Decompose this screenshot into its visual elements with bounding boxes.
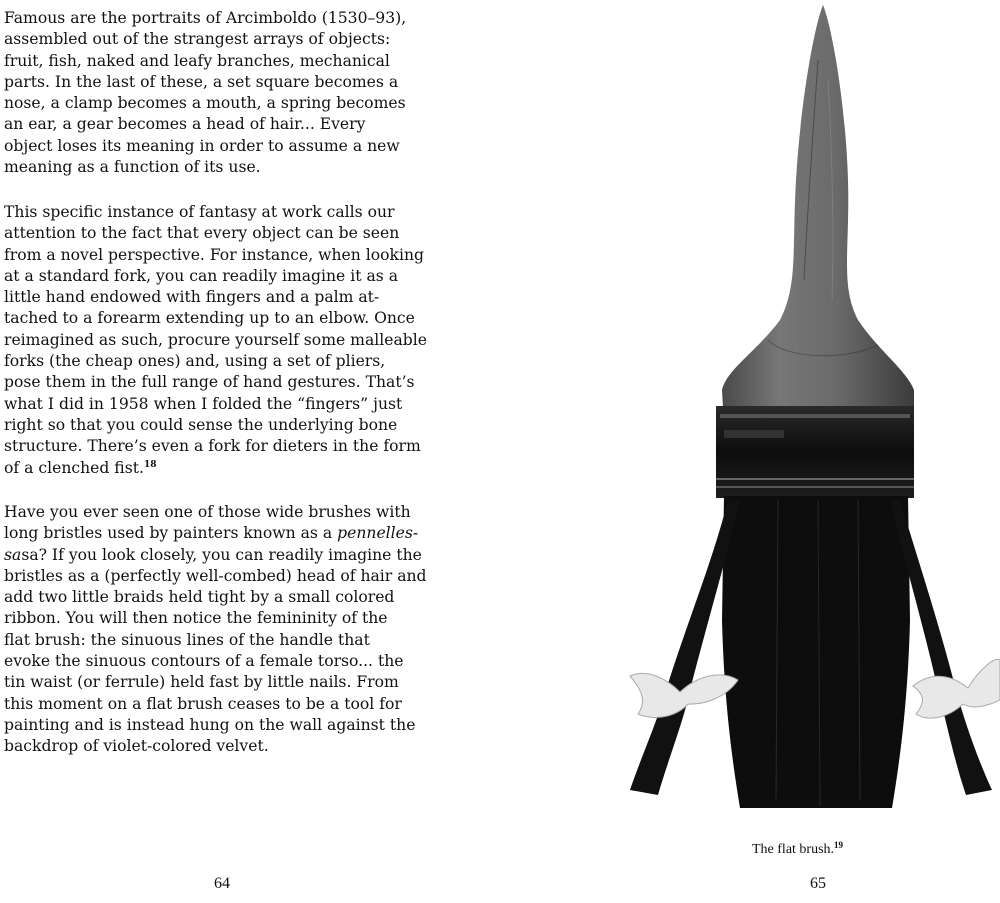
caption-text: The flat brush. — [752, 842, 835, 857]
text-line: attention to the fact that every object can be seen — [4, 224, 400, 243]
text-line: nose, a clamp becomes a mouth, a spring becomes — [4, 94, 406, 113]
text-line: pose them in the full range of hand gestures. That’s — [4, 373, 415, 392]
text-line: at a standard fork, you can readily imagine it as a — [4, 266, 398, 285]
text-line: backdrop of violet-colored velvet. — [4, 737, 269, 756]
text-line: an ear, a gear becomes a head of hair... Every — [4, 115, 366, 134]
footnote-ref[interactable]: 19 — [834, 840, 844, 850]
page-number-right: 65 — [810, 875, 826, 892]
text-line: Famous are the portraits of Arcimboldo (1530–93), — [4, 9, 407, 27]
right-page — [500, 0, 1000, 903]
text-line: from a novel perspective. For instance, when looking — [4, 245, 424, 264]
text-fragment: sa? If you look closely, you can readily imagine the — [21, 545, 422, 564]
text-line: bristles as a (perfectly well-combed) head of hair and — [4, 566, 427, 585]
text-line: evoke the sinuous contours of a female torso... the — [4, 652, 404, 671]
text-line: ribbon. You will then notice the femininity of the — [4, 609, 388, 628]
text-line: flat brush: the sinuous lines of the handle that — [4, 630, 370, 649]
text-line: little hand endowed with fingers and a palm at- — [4, 288, 380, 307]
paragraph-fork — [4, 202, 474, 479]
brush-bristles — [722, 496, 910, 808]
text-fragment: long bristles used by painters known as a — [4, 524, 338, 543]
paragraph-arcimboldo — [4, 8, 474, 178]
text-line: meaning as a function of its use. — [4, 158, 261, 177]
footnote-ref[interactable]: 18 — [143, 459, 157, 470]
text-line: tached to a forearm extending up to an elbow. Once — [4, 309, 415, 328]
brush-ferrule — [716, 406, 914, 498]
text-line-italic-cont — [4, 545, 474, 566]
text-line: this moment on a flat brush ceases to be a tool for — [4, 694, 402, 713]
text-line: object loses its meaning in order to assume a new — [4, 136, 400, 155]
italic-term: pennelles- — [337, 524, 419, 543]
text-line-italic — [4, 523, 474, 544]
text-line: forks (the cheap ones) and, using a set of pliers, — [4, 352, 386, 371]
page-number-left: 64 — [214, 875, 230, 892]
text-line: This specific instance of fantasy at work calls our — [4, 203, 395, 221]
text-line: right so that you could sense the underlying bone — [4, 415, 398, 434]
text-line: fruit, fish, naked and leafy branches, mechanical — [4, 51, 390, 70]
text-line: painting and is instead hung on the wall against the — [4, 715, 416, 734]
paragraph-flat-brush — [4, 502, 474, 758]
text-line: Have you ever seen one of those wide brushes with — [4, 503, 411, 521]
text-line: add two little braids held tight by a small colored — [4, 588, 395, 607]
text-fragment: of a clenched fist. — [4, 458, 144, 477]
text-line: structure. There’s even a fork for dieters in the form — [4, 437, 421, 456]
text-line: tin waist (or ferrule) held fast by little nails. From — [4, 673, 399, 692]
italic-term: sa — [4, 545, 22, 564]
text-line: parts. In the last of these, a set square becomes a — [4, 72, 399, 91]
right-ribbon-bow — [913, 659, 1000, 718]
text-line-last — [4, 458, 474, 479]
text-line: reimagined as such, procure yourself some malleable — [4, 330, 427, 349]
figure-caption — [752, 842, 843, 858]
flat-brush-illustration — [628, 0, 1000, 820]
text-line: what I did in 1958 when I folded the “fingers” just — [4, 394, 403, 413]
text-line: assembled out of the strangest arrays of objects: — [4, 30, 391, 49]
